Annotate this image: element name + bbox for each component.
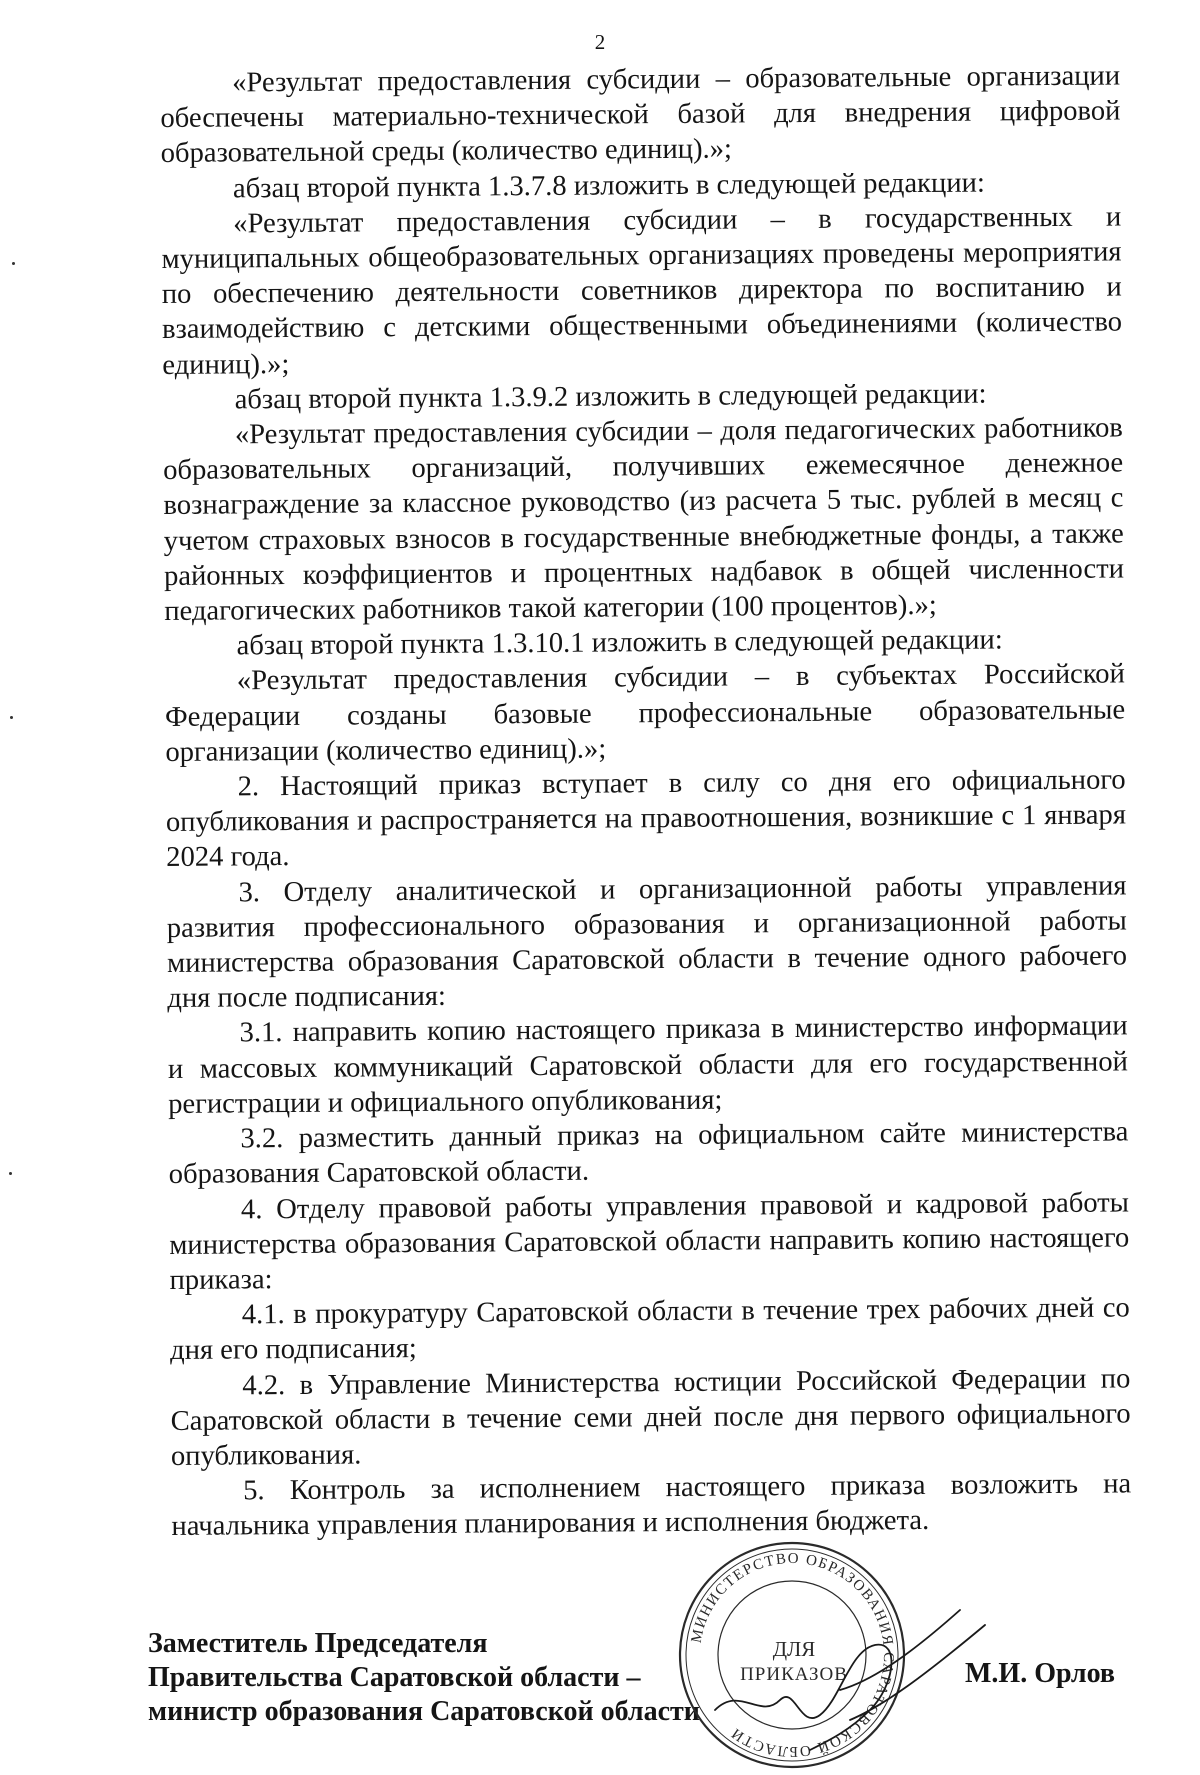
paragraph: 4.2. в Управление Министерства юстиции Российской Федерации по Саратовской области в течение семи дней после дня первого официального опубликования. (170, 1362, 1131, 1472)
paragraph: абзац второй пункта 1.3.9.2 изложить в следующей редакции: (234, 378, 987, 416)
paragraph: 5. Контроль за исполнением настоящего приказа возложить на начальника управления планирования и исполнения бюджета. (171, 1468, 1132, 1543)
svg-text:МИНИСТЕРСТВО ОБРАЗОВАНИЯ САРАТ (689, 1551, 896, 1759)
paragraph: 3.2. разместить данный приказ на официальном сайте министерства образования Саратовской области. (168, 1116, 1129, 1191)
paragraph: абзац второй пункта 1.3.7.8 изложить в следующей редакции: (232, 167, 985, 205)
paragraph: абзац второй пункта 1.3.10.1 изложить в следующей редакции: (236, 624, 1003, 662)
paragraph: 4. Отделу правовой работы управления правовой и кадровой работы министерства образования Саратовской области направить копию настоящего приказа: (169, 1186, 1130, 1296)
signatory-position-line: министр образования Саратовской области (148, 1696, 700, 1727)
signatory-name: М.И. Орлов (965, 1658, 1115, 1689)
paragraph: «Результат предоставления субсидии – образовательные организации обеспечены материально-технической базой для внедрения цифровой образовательной среды (количество единиц).»; (160, 60, 1121, 170)
signatory-position-line: Правительства Саратовской области – (148, 1662, 641, 1693)
paragraph: 4.1. в прокуратуру Саратовской области в течение трех рабочих дней со дня его подписания; (169, 1292, 1130, 1367)
handwritten-signature (700, 1590, 1000, 1760)
signatory-position-line: Заместитель Председателя (148, 1628, 488, 1659)
paragraph: 3.1. направить копию настоящего приказа в министерство информации и массовых коммуникаций Саратовской области для его государственной регистрации и официального опубликования; (167, 1010, 1128, 1120)
paragraph: «Результат предоставления субсидии – в субъектах Российской Федерации созданы базовые профессиональные образовательные организации (количество единиц).»; (164, 658, 1126, 768)
official-seal-stamp (672, 1535, 912, 1775)
page-number: 2 (594, 30, 606, 54)
stamp-center-line: ПРИКАЗОВ (740, 1664, 848, 1685)
paragraph: «Результат предоставления субсидии – в государственных и муниципальных общеобразовательных организациях проведены мероприятия по обеспечению деятельности советников директора по воспитанию и взаимодействию с детскими общественными объединениями (количество единиц).»; (161, 201, 1123, 381)
paragraph: «Результат предоставления субсидии – доля педагогических работников образовательных организаций, получивших ежемесячное денежное вознаграждение за классное руководство (из расчета 5 тыс. рублей в месяц с учетом страховых взносов в государственные внебюджетные фонды, а также районных коэффициентов и процентных надбавок в общей численности педагогических работников такой категории (100 процентов).»; (163, 412, 1125, 628)
paragraph: 2. Настоящий приказ вступает в силу со дня его официального опубликования и распространяется на правоотношения, возникшие с 1 января 2024 года. (165, 764, 1127, 874)
stamp-ring-text: МИНИСТЕРСТВО ОБРАЗОВАНИЯ САРАТОВСКОЙ ОБЛАСТИ (688, 1550, 897, 1760)
stamp-center-line: ДЛЯ (772, 1637, 816, 1661)
paragraph: 3. Отделу аналитической и организационной работы управления развития профессионального образования и организационной работы министерства образования Саратовской области в течение одного рабочего дня после подписания: (166, 870, 1128, 1015)
